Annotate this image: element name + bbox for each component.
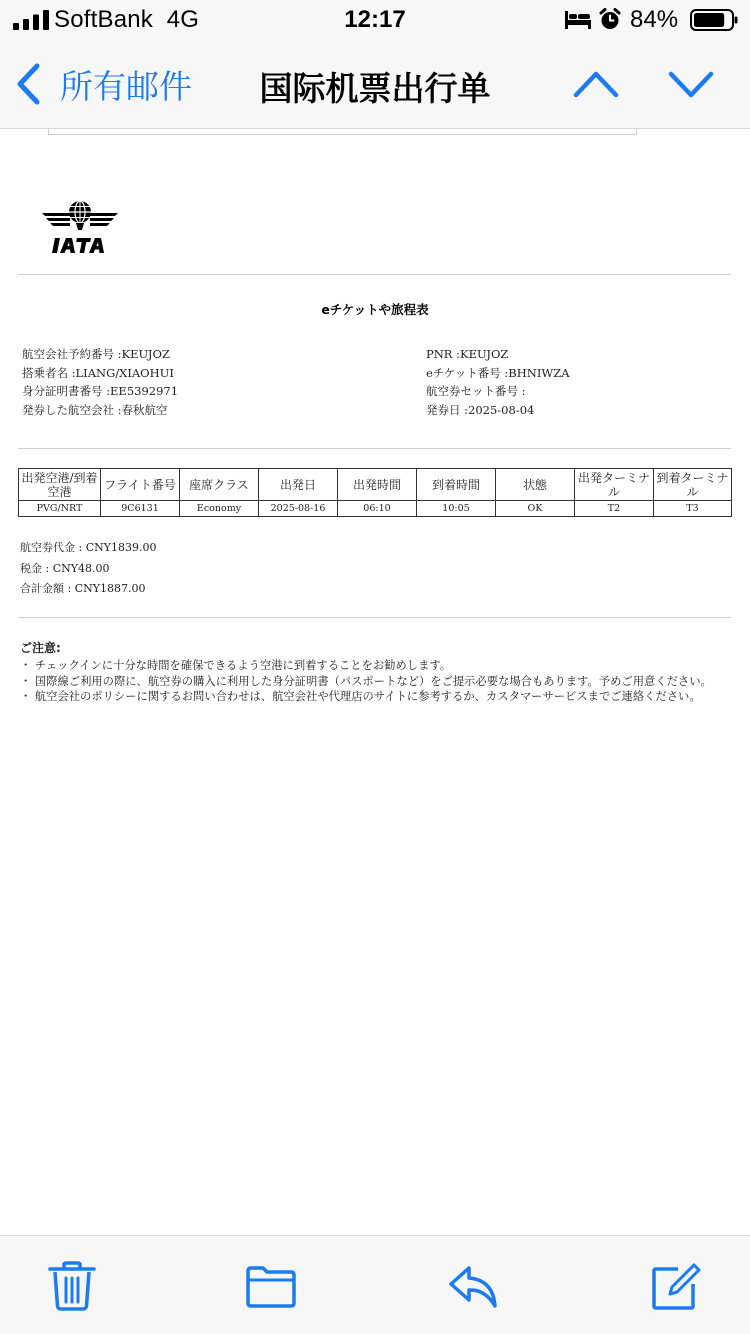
status-bar (0, 0, 750, 40)
column-header: 到着時間 (417, 469, 496, 501)
table-cell: PVG/NRT (19, 501, 101, 517)
bed-icon (565, 11, 591, 29)
airline-booking-number: 航空会社予約番号 :KEUJOZ (22, 347, 170, 361)
eticket-number: eチケット番号 :BHNIWZA (426, 365, 570, 380)
column-header: 座席クラス (180, 469, 259, 501)
divider (18, 617, 731, 618)
previous-frame-edge (48, 129, 637, 135)
column-header: 状態 (496, 469, 575, 501)
table-cell: T2 (575, 501, 654, 517)
ticket-title: eチケットや旅程表 (321, 302, 429, 317)
table-cell: 10:05 (417, 501, 496, 517)
back-to-all-mail-button[interactable] (14, 60, 192, 108)
tax-amount: 税金 : CNY48.00 (20, 561, 110, 575)
trash-icon[interactable] (46, 1260, 98, 1312)
chevron-left-icon (14, 62, 42, 106)
reply-icon[interactable] (447, 1260, 499, 1312)
booking-info-left (22, 345, 178, 419)
page-title: 国际机票出行单 (259, 69, 491, 108)
notice-item: ・ チェックインに十分な時間を確保できるよう空港に到着することをお勧めします。 (20, 659, 452, 672)
table-cell: Economy (180, 501, 259, 517)
carrier-label: SoftBank 4G (54, 6, 200, 33)
back-button-label: 所有邮件 (60, 66, 192, 106)
battery-icon (690, 9, 738, 31)
table-cell: 9C6131 (101, 501, 180, 517)
divider (18, 274, 731, 275)
mail-body[interactable] (0, 129, 750, 1235)
column-header: フライト番号 (101, 469, 180, 501)
column-header: 到着ターミナル (654, 469, 732, 501)
bottom-toolbar (0, 1235, 750, 1334)
pnr: PNR :KEUJOZ (426, 347, 509, 361)
table-cell: 06:10 (338, 501, 417, 517)
table-cell: OK (496, 501, 575, 517)
booking-info-right (426, 345, 570, 419)
navigation-bar (0, 40, 750, 129)
clock-time: 12:17 (344, 6, 406, 33)
chevron-up-icon[interactable] (572, 64, 620, 104)
column-header: 出発時間 (338, 469, 417, 501)
column-header: 出発空港/到着空港 (19, 469, 101, 501)
fare-summary (20, 538, 157, 600)
table-row (19, 501, 732, 517)
compose-icon[interactable] (650, 1260, 702, 1312)
notice-item: ・ 国際線ご利用の際に、航空券の購入に利用した身分証明書（パスポートなど）をご提示必要な場合もあります。予めご用意ください。 (20, 674, 712, 688)
folder-icon[interactable] (245, 1260, 297, 1312)
passenger-name: 搭乗者名 :LIANG/XIAOHUI (22, 365, 174, 380)
flight-table (18, 468, 732, 517)
alarm-clock-icon (599, 8, 621, 30)
issuing-airline: 発券した航空会社 :春秋航空 (22, 402, 168, 417)
issue-date: 発券日 :2025-08-04 (426, 402, 535, 417)
table-cell: T3 (654, 501, 732, 517)
column-header: 出発日 (259, 469, 338, 501)
notice-item: ・ 航空会社のポリシーに関するお問い合わせは、航空会社や代理店のサイトに参考するか、カスタマーサービスまでご連絡ください。 (20, 690, 701, 704)
chevron-down-icon[interactable] (667, 64, 715, 104)
table-header-row (19, 469, 732, 501)
notice-section (20, 639, 730, 706)
total-amount: 合計金額 : CNY1887.00 (20, 582, 146, 595)
id-document-number: 身分証明書番号 :EE5392971 (22, 384, 179, 398)
table-cell: 2025-08-16 (259, 501, 338, 517)
ticket-set-number: 航空券セット番号 : (426, 384, 526, 398)
fare-amount: 航空券代金 : CNY1839.00 (20, 541, 157, 554)
divider (18, 448, 731, 449)
iata-logo (40, 197, 120, 257)
column-header: 出発ターミナル (575, 469, 654, 501)
battery-percent: 84% (630, 6, 679, 33)
notice-title: ご注意: (20, 641, 61, 655)
